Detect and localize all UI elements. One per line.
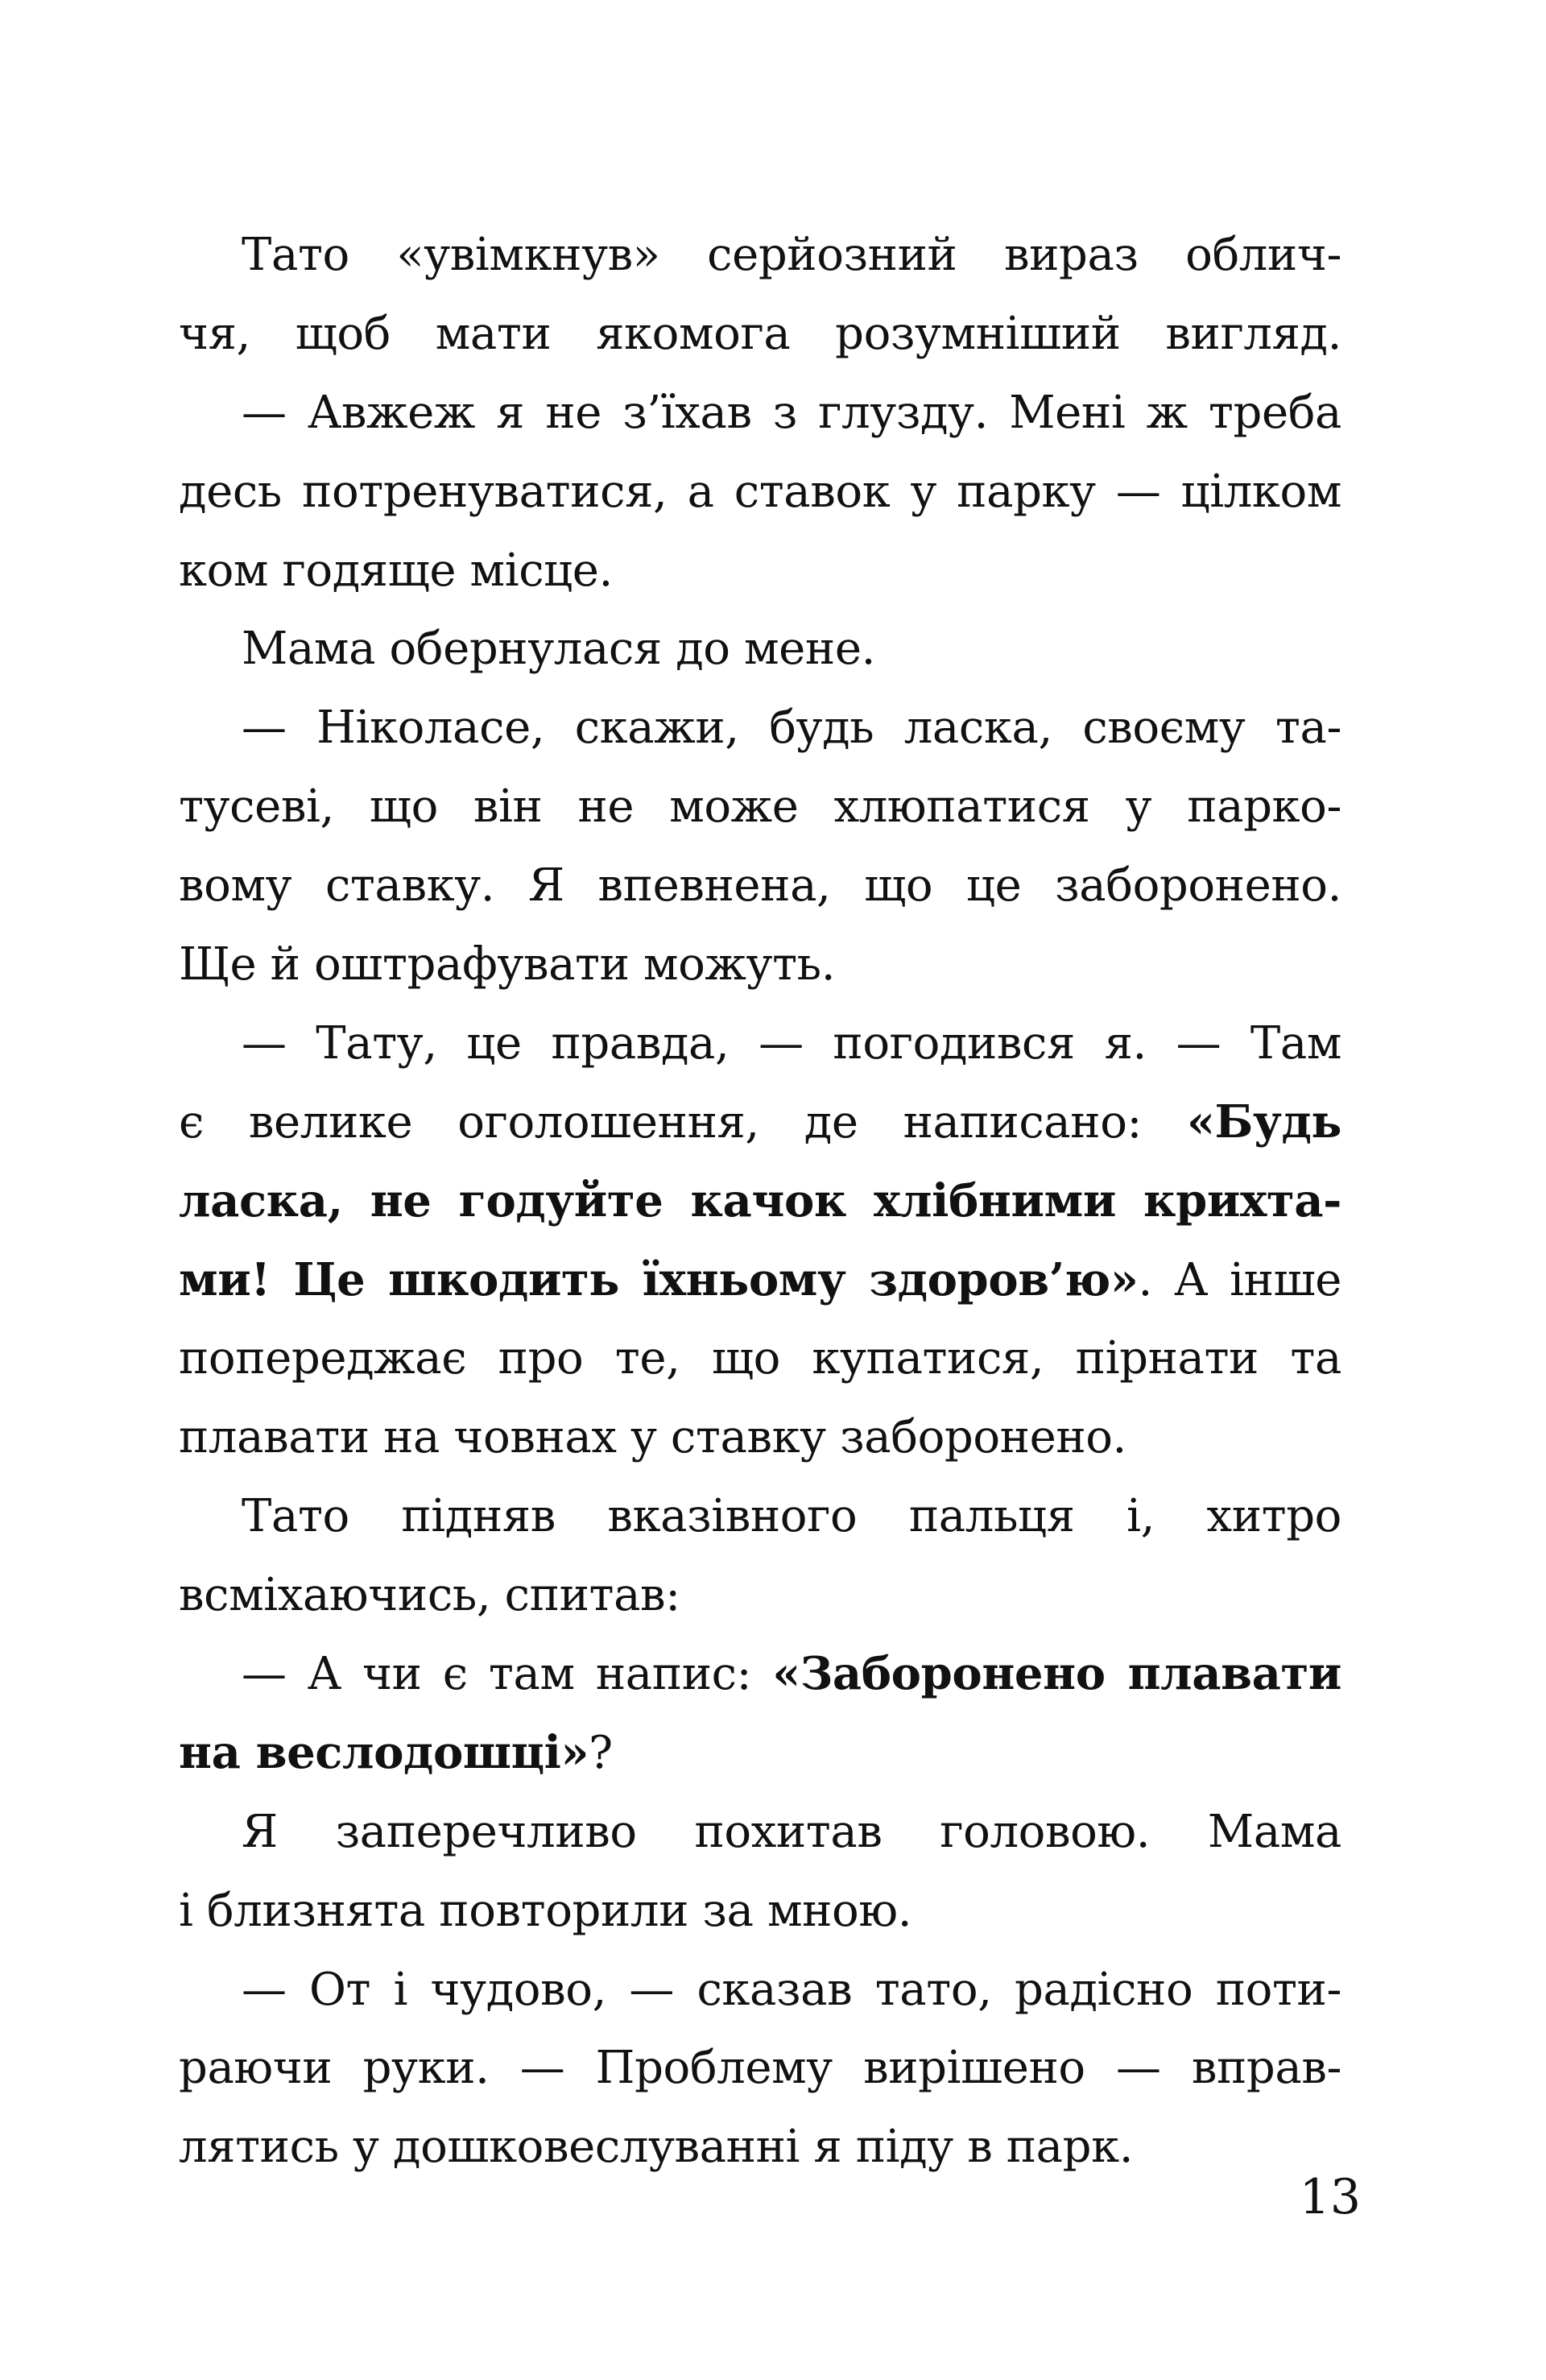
text-line — [179, 216, 1341, 295]
page-number: 13 — [1299, 2169, 1361, 2225]
line-text: чя, щоб мати якомога розумніший вигляд. — [179, 307, 1341, 360]
line-text: — А чи є там напис: — [242, 1648, 773, 1701]
text-line — [179, 689, 1341, 768]
text-line — [179, 374, 1341, 453]
line-text: ком годяще місце. — [179, 544, 613, 597]
text-line — [179, 1241, 1341, 1320]
line-text: — Ніколасе, скажи, будь ласка, своєму та- — [242, 702, 1341, 755]
line-text: і близнята повторили за мною. — [179, 1884, 912, 1937]
text-line — [179, 1872, 1341, 1951]
line-text: вому ставку. Я впевнена, що це заборонено. — [179, 859, 1341, 913]
line-text: Мама обернулася до мене. — [242, 623, 875, 676]
line-text: . А інше — [1138, 1253, 1341, 1306]
text-line — [179, 925, 1341, 1004]
text-line — [179, 1714, 1341, 1793]
line-text: попереджає про те, що купатися, пірнати та — [179, 1332, 1341, 1385]
bold-text: на веслодошці» — [179, 1725, 589, 1779]
line-text: Тато «увімкнув» серйозний вираз облич- — [242, 229, 1341, 281]
text-line — [179, 1004, 1341, 1083]
line-text: є велике оголошення, де написано: — [179, 1095, 1187, 1149]
line-text: Тато підняв вказівного пальця і, хитро — [242, 1490, 1341, 1543]
text-line — [179, 1793, 1341, 1872]
line-text: тусеві, що він не може хлюпатися у парко- — [179, 780, 1341, 834]
text-line — [179, 1083, 1341, 1162]
line-text: лятись у дошковеслуванні я піду в парк. — [179, 2121, 1134, 2174]
line-text: всміхаючись, спитав: — [179, 1569, 680, 1622]
text-line — [179, 453, 1341, 532]
bold-text: «Заборонено плавати — [772, 1647, 1341, 1701]
line-text: раючи руки. — Проблему вирішено — вправ- — [179, 2042, 1341, 2095]
line-text: ? — [589, 1726, 613, 1779]
line-text: — Тату, це правда, — погодився я. — Там — [242, 1016, 1341, 1070]
text-line — [179, 846, 1341, 925]
bold-text: ласка, не годуйте качок хлібними крихта- — [179, 1173, 1341, 1227]
text-line — [179, 295, 1341, 374]
text-line — [179, 610, 1341, 689]
text-line — [179, 1951, 1341, 2030]
line-text: — От і чудово, — сказав тато, радісно поти- — [242, 1963, 1341, 2016]
text-line — [179, 1398, 1341, 1477]
text-line — [179, 2108, 1341, 2187]
text-line — [179, 532, 1341, 611]
bold-text: «Будь — [1186, 1095, 1341, 1149]
line-text: плавати на човнах у ставку заборонено. — [179, 1411, 1126, 1464]
text-line — [179, 1162, 1341, 1241]
body-text — [179, 216, 1341, 2187]
line-text: — Авжеж я не з’їхав з глузду. Мені ж треба — [242, 386, 1341, 439]
text-line — [179, 1556, 1341, 1635]
text-line — [179, 768, 1341, 846]
text-line — [179, 1477, 1341, 1556]
text-line — [179, 1319, 1341, 1398]
text-line — [179, 1635, 1341, 1714]
text-line — [179, 2029, 1341, 2108]
line-text: Ще й оштрафувати можуть. — [179, 938, 836, 991]
line-text: десь потренуватися, а ставок у парку — цілком — [179, 465, 1341, 518]
bold-text: ми! Це шкодить їхньому здоров’ю» — [179, 1252, 1139, 1306]
line-text: Я заперечливо похитав головою. Мама — [242, 1805, 1341, 1858]
